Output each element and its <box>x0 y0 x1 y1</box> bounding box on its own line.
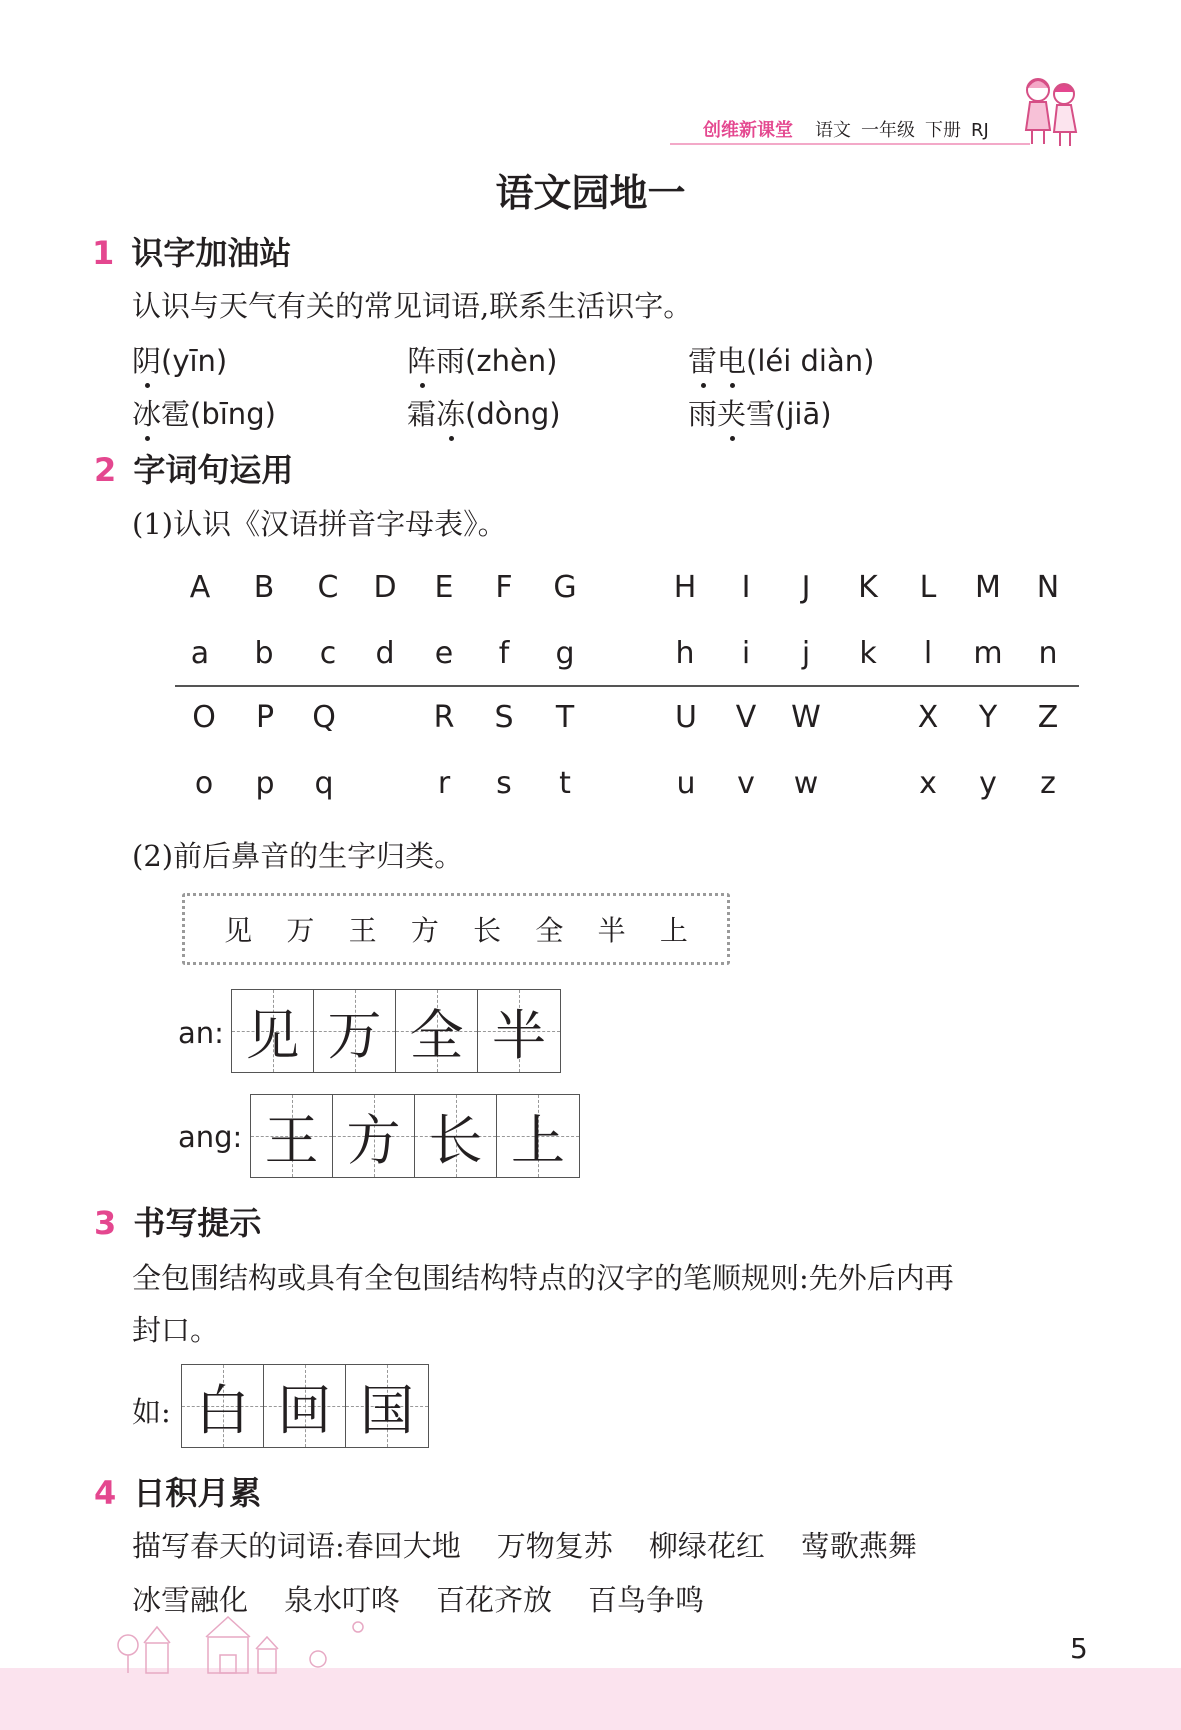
vocab-chars: 阴 <box>132 339 161 380</box>
header-edition: RJ <box>971 120 989 141</box>
vocab-pinyin: (yīn) <box>161 344 228 378</box>
alphabet-letter: Y <box>978 700 998 735</box>
alphabet-letter: Z <box>1037 700 1059 735</box>
vocab-pinyin: (bīng) <box>190 397 276 431</box>
grid-cell: 国 <box>346 1365 428 1447</box>
brand-name: 创维新课堂 <box>703 120 793 141</box>
spring-word: 万物复苏 <box>496 1529 613 1563</box>
alphabet-letter: J <box>801 570 811 605</box>
vocab-pinyin: (léi diàn) <box>746 344 875 378</box>
grid-cell: 回 <box>264 1365 346 1447</box>
alphabet-letter: E <box>434 570 454 605</box>
alphabet-letter: P <box>255 700 275 735</box>
alphabet-letter: l <box>923 636 933 671</box>
section-number: 1 <box>92 234 115 272</box>
section-1-heading <box>92 228 291 274</box>
alphabet-letter: D <box>373 570 397 605</box>
vocab-chars: 雷电 <box>688 344 746 378</box>
writing-rule-text: 全包围结构或具有全包围结构特点的汉字的笔顺规则:先外后内再 <box>132 1261 954 1295</box>
vocab-word <box>132 339 227 380</box>
question-1: (1)认识《汉语拼音字母表》。 <box>132 507 507 541</box>
section-title: 字词句运用 <box>133 451 294 489</box>
alphabet-letter: o <box>194 766 214 801</box>
vocab-word <box>132 392 276 433</box>
alphabet-divider <box>175 685 1079 687</box>
alphabet-letter: F <box>495 570 513 605</box>
alphabet-letter: x <box>919 766 937 801</box>
vocab-chars: 阵雨 <box>407 344 465 378</box>
grid-cell: 方 <box>333 1095 415 1177</box>
spring-word: 冰雪融化 <box>132 1583 249 1617</box>
alphabet-letter: b <box>254 636 274 671</box>
alphabet-letter: R <box>433 700 455 735</box>
example-writing-grid <box>181 1364 429 1448</box>
section-number: 2 <box>94 451 117 489</box>
section-title: 识字加油站 <box>131 234 292 272</box>
alphabet-letter: m <box>973 636 1003 671</box>
alphabet-letter: y <box>979 766 997 801</box>
vocab-word <box>407 392 561 433</box>
alphabet-letter: r <box>437 766 451 801</box>
spring-word: 泉水叮咚 <box>284 1583 401 1617</box>
vocab-pinyin: (zhèn) <box>465 344 558 378</box>
alphabet-letter: Q <box>312 700 336 735</box>
header-divider <box>670 143 1030 145</box>
vocab-pinyin: (dòng) <box>465 397 561 431</box>
alphabet-letter: K <box>858 570 878 605</box>
spring-word: 柳绿花红 <box>648 1529 765 1563</box>
box-char: 见 <box>224 914 253 947</box>
section-2-heading <box>94 445 293 491</box>
alphabet-letter: N <box>1036 570 1060 605</box>
alphabet-letter: V <box>735 700 757 735</box>
alphabet-letter: S <box>494 700 514 735</box>
alphabet-letter: X <box>917 700 939 735</box>
box-char: 全 <box>535 914 564 947</box>
alphabet-letter: q <box>314 766 334 801</box>
section-number: 4 <box>94 1474 117 1512</box>
ang-writing-grid <box>250 1094 580 1178</box>
section-3-heading <box>94 1198 261 1244</box>
spring-words-line-2 <box>132 1578 704 1619</box>
page-title: 语文园地一 <box>495 171 686 215</box>
alphabet-letter: O <box>192 700 216 735</box>
alphabet-letter: t <box>559 766 571 801</box>
alphabet-letter: c <box>319 636 337 671</box>
alphabet-letter: G <box>553 570 577 605</box>
box-char: 方 <box>410 914 439 947</box>
alphabet-letter: h <box>675 636 695 671</box>
alphabet-letter: e <box>434 636 454 671</box>
section-title: 日积月累 <box>133 1474 262 1512</box>
example-label: 如: <box>132 1395 171 1429</box>
ang-label: ang: <box>178 1120 243 1154</box>
section-title: 书写提示 <box>133 1204 262 1242</box>
spring-words-line-1 <box>132 1524 917 1565</box>
alphabet-letter: L <box>919 570 937 605</box>
header-subject: 语文 <box>815 120 851 141</box>
vocab-word <box>688 339 874 380</box>
box-char: 半 <box>597 914 626 947</box>
girl-figures-decoration-icon <box>1010 72 1090 152</box>
alphabet-letter: H <box>673 570 697 605</box>
writing-rule-text-cont: 封口。 <box>132 1313 220 1347</box>
words-prefix: 描写春天的词语: <box>132 1529 345 1563</box>
box-char: 上 <box>659 914 688 947</box>
alphabet-letter: k <box>859 636 877 671</box>
alphabet-letter: A <box>189 570 211 605</box>
grid-cell: 长 <box>415 1095 497 1177</box>
vocab-chars: 冰雹 <box>132 397 190 431</box>
grid-cell: 白 <box>182 1365 264 1447</box>
alphabet-letter: p <box>255 766 275 801</box>
section-number: 3 <box>94 1204 117 1242</box>
alphabet-letter: M <box>975 570 1001 605</box>
alphabet-letter: I <box>741 570 751 605</box>
alphabet-letter: W <box>791 700 821 735</box>
page-number: 5 <box>1070 1632 1088 1665</box>
alphabet-letter: a <box>190 636 210 671</box>
section-1-intro: 认识与天气有关的常见词语,联系生活识字。 <box>132 289 693 323</box>
alphabet-letter: z <box>1040 766 1056 801</box>
alphabet-letter: g <box>555 636 575 671</box>
section-4-heading <box>94 1468 261 1514</box>
box-char: 长 <box>473 914 502 947</box>
alphabet-letter: d <box>375 636 395 671</box>
grid-cell: 上 <box>497 1095 579 1177</box>
question-2: (2)前后鼻音的生字归类。 <box>132 839 464 873</box>
alphabet-letter: w <box>793 766 819 801</box>
alphabet-letter: C <box>317 570 339 605</box>
grid-cell: 万 <box>314 990 396 1072</box>
alphabet-letter: j <box>801 636 811 671</box>
spring-word: 百鸟争鸣 <box>588 1583 705 1617</box>
header-grade: 一年级 <box>861 120 915 141</box>
spring-word: 莺歌燕舞 <box>800 1529 917 1563</box>
vocab-word <box>407 339 557 380</box>
grid-cell: 王 <box>251 1095 333 1177</box>
grid-cell: 半 <box>478 990 560 1072</box>
character-box <box>182 893 730 965</box>
alphabet-letter: n <box>1038 636 1058 671</box>
alphabet-letter: B <box>253 570 275 605</box>
castle-footer-decoration-icon <box>108 1615 378 1675</box>
an-label: an: <box>178 1016 224 1050</box>
footer-band <box>0 1668 1181 1730</box>
alphabet-letter: T <box>555 700 575 735</box>
grid-cell: 见 <box>232 990 314 1072</box>
alphabet-letter: i <box>741 636 751 671</box>
grid-cell: 全 <box>396 990 478 1072</box>
spring-word: 春回大地 <box>344 1529 461 1563</box>
header-volume: 下册 <box>925 120 961 141</box>
alphabet-letter: v <box>737 766 755 801</box>
vocab-chars: 霜冻 <box>407 397 465 431</box>
alphabet-letter: U <box>675 700 697 735</box>
vocab-pinyin: (jiā) <box>775 397 832 431</box>
vocab-chars: 雨夹雪 <box>688 397 775 431</box>
spring-word: 百花齐放 <box>436 1583 553 1617</box>
alphabet-letter: u <box>676 766 696 801</box>
alphabet-letter: f <box>498 636 510 671</box>
an-writing-grid <box>231 989 561 1073</box>
vocab-word <box>688 392 832 433</box>
box-char: 王 <box>348 914 377 947</box>
box-char: 万 <box>286 914 315 947</box>
running-header <box>703 116 989 142</box>
alphabet-letter: s <box>496 766 512 801</box>
